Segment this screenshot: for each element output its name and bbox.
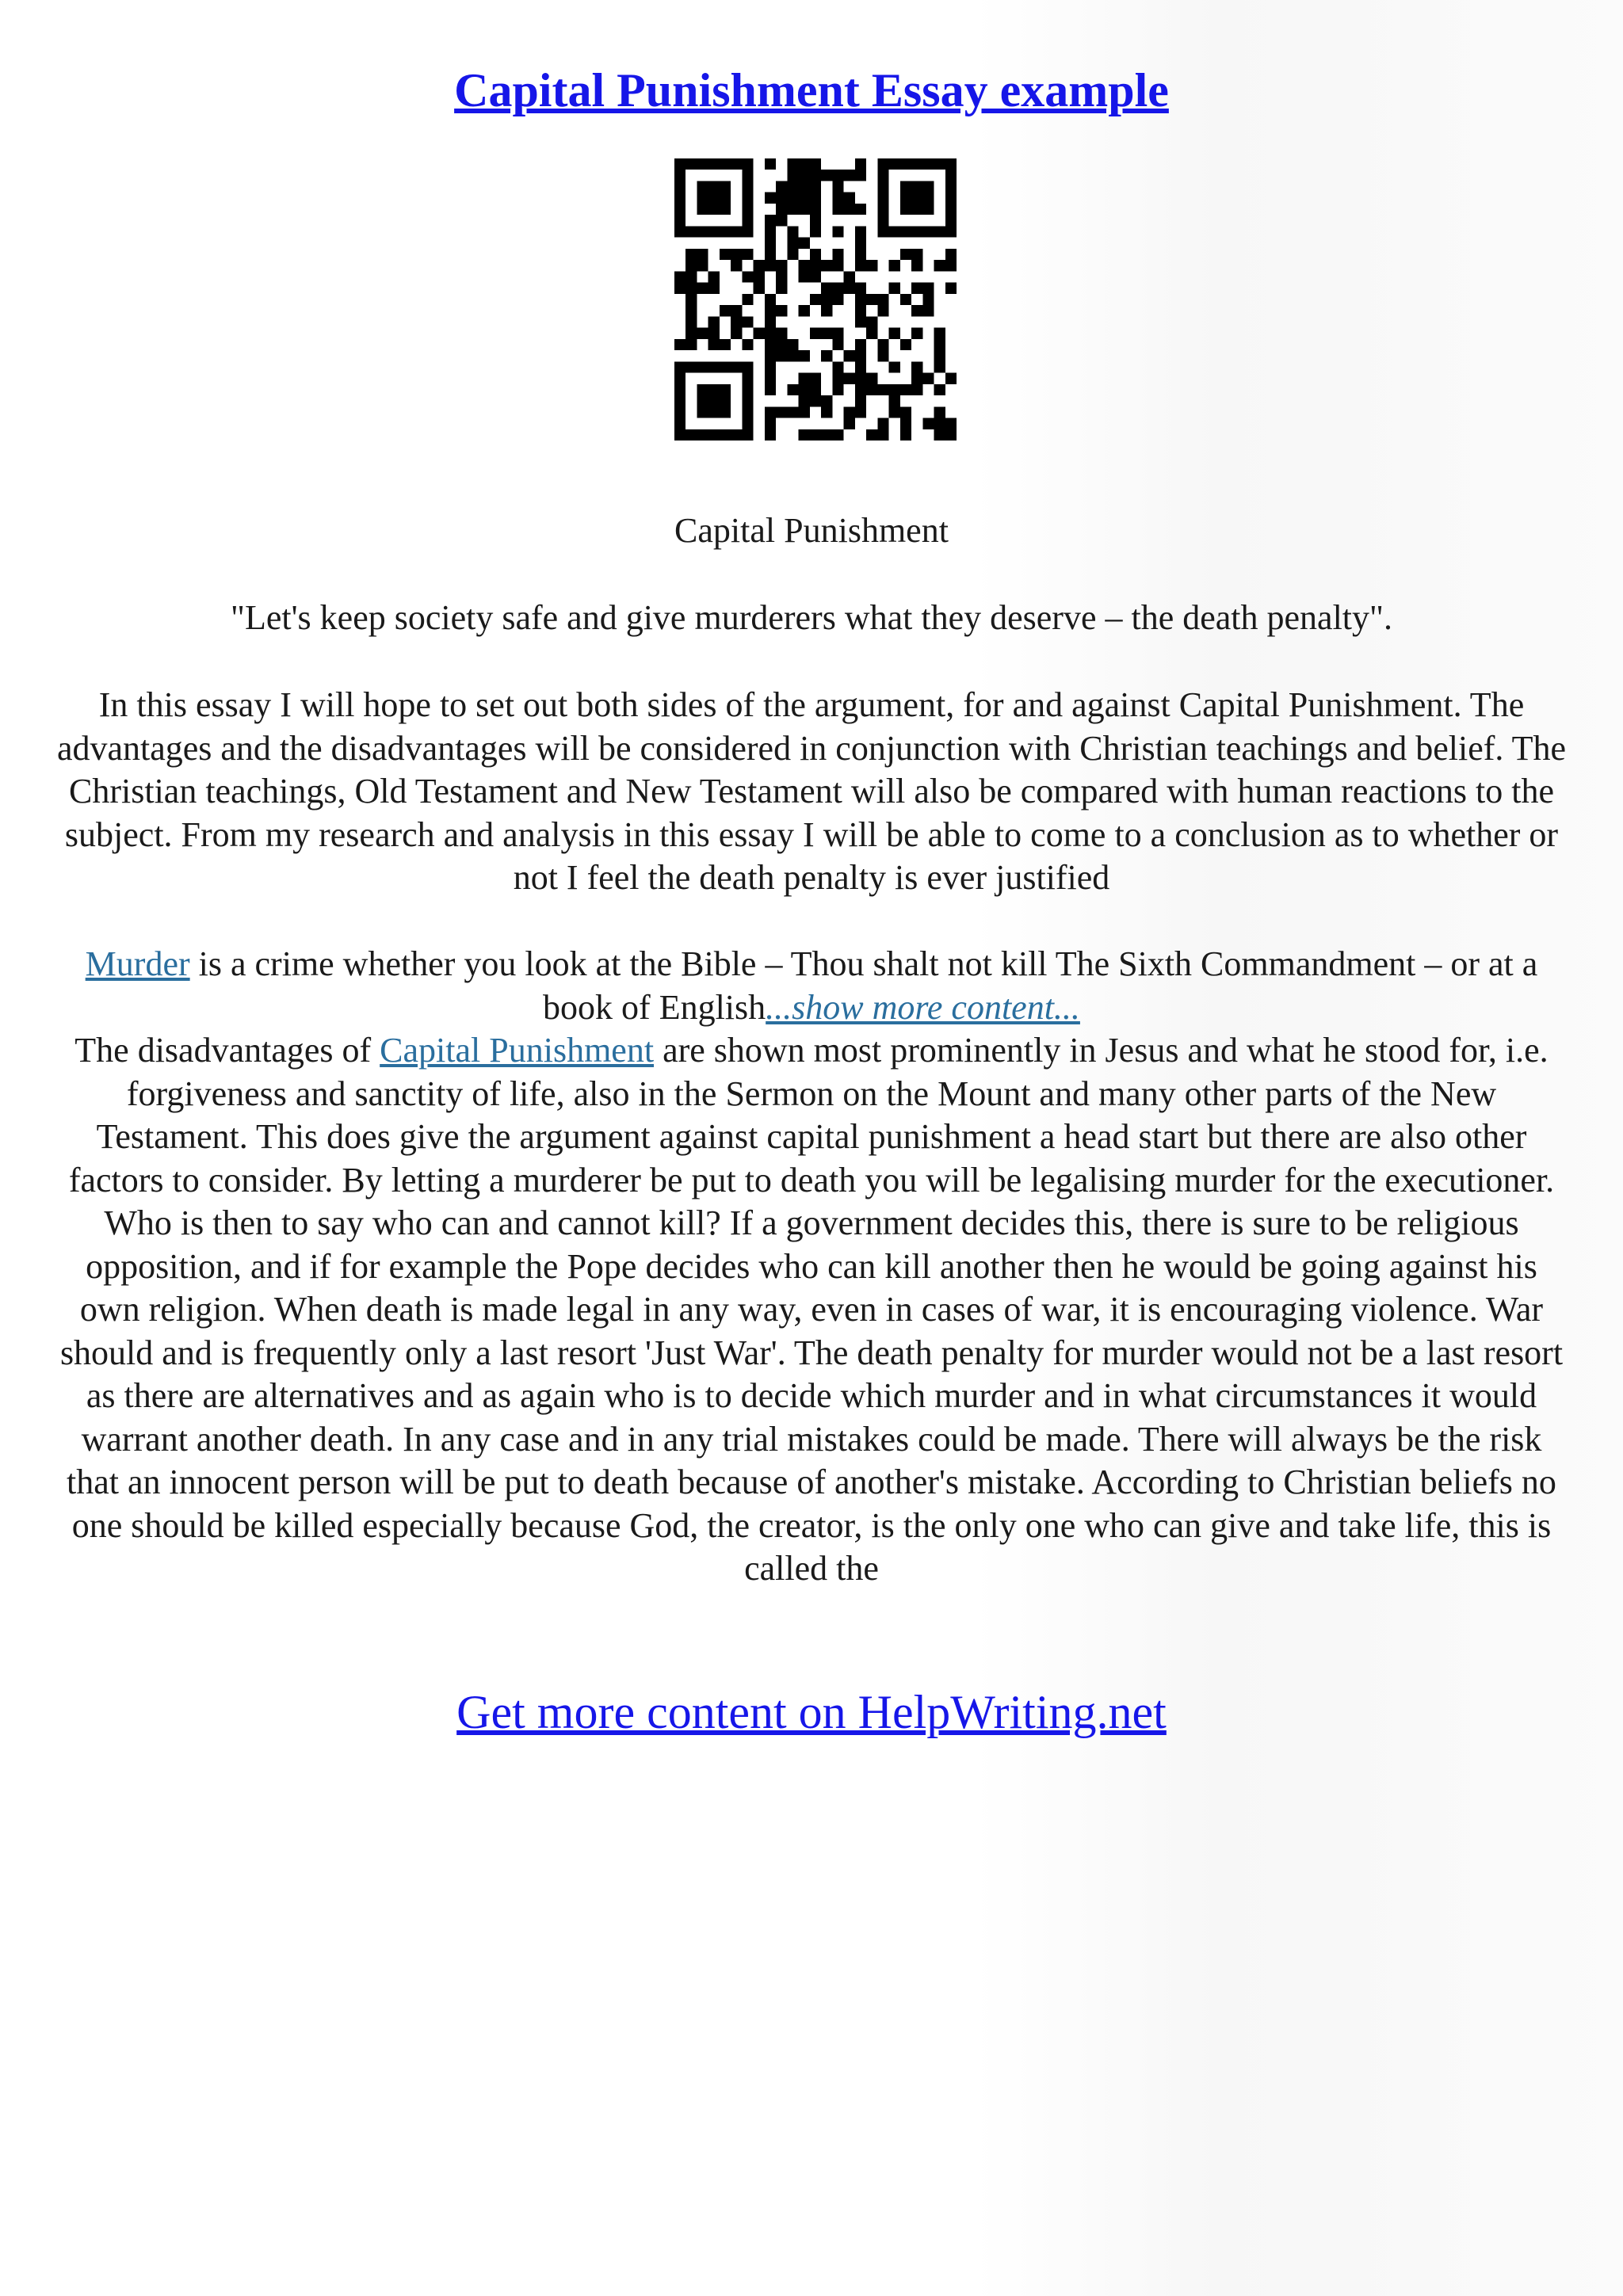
third-paragraph [55, 1029, 1568, 1591]
second-paragraph [55, 943, 1568, 1029]
capital-punishment-link[interactable]: Capital Punishment [380, 1031, 655, 1070]
second-paragraph-text: is a crime whether you look at the Bible – Thou shalt not kill The Sixth Commandment – or at a book of English [189, 944, 1538, 1027]
murder-link[interactable]: Murder [85, 944, 190, 983]
show-more-link[interactable]: ...show more content... [766, 987, 1080, 1027]
third-paragraph-start: The disadvantages of [74, 1031, 380, 1070]
essay-heading: Capital Punishment [674, 511, 949, 550]
essay-quote: "Let's keep society safe and give murderers what they deserve – the death penalty". [231, 598, 1392, 637]
title-link[interactable]: Capital Punishment Essay example [454, 64, 1169, 116]
third-paragraph-text: are shown most prominently in Jesus and what he stood for, i.e. forgiveness and sanctity of life, also in the Sermon on the Mount and many other parts of the New Testament. This does give the argument against capital punishment a head start but there are also other factors to consider. By letting a murderer be put to death you will be legalising murder for the executioner. Who is then to say who can and cannot kill? If a government decides this, there is sure to be religious opposition, and if for example the Pope decides who can kill another then he would be going against his own religion. When death is made legal in any way, even in cases of war, it is encouraging violence. War should and is frequently only a last resort 'Just War'. The death penalty for murder would not be a last resort as there are alternatives and as again who is to decide which murder and in what circumstances it would warrant another death. In any case and in any trial mistakes could be made. There will always be the risk that an innocent person will be put to death because of another's mistake. According to Christian beliefs no one should be killed especially because God, the creator, is the only one who can give and take life, this is called the [59, 1031, 1564, 1588]
qr-code-icon [674, 158, 957, 441]
page-title [0, 62, 1623, 119]
intro-paragraph: In this essay I will hope to set out both sides of the argument, for and against Capital Punishment. The advantages and the disadvantages will be considered in conjunction with Christian teachings and belief. The Christian teachings, Old Testament and New Testament will also be compared with human reactions to the subject. From my research and analysis in this essay I will be able to come to a conclusion as to whether or not I feel the death penalty is ever justified [56, 685, 1567, 897]
footer [0, 1684, 1623, 1741]
helpwriting-link[interactable]: Get more content on HelpWriting.net [456, 1686, 1167, 1738]
